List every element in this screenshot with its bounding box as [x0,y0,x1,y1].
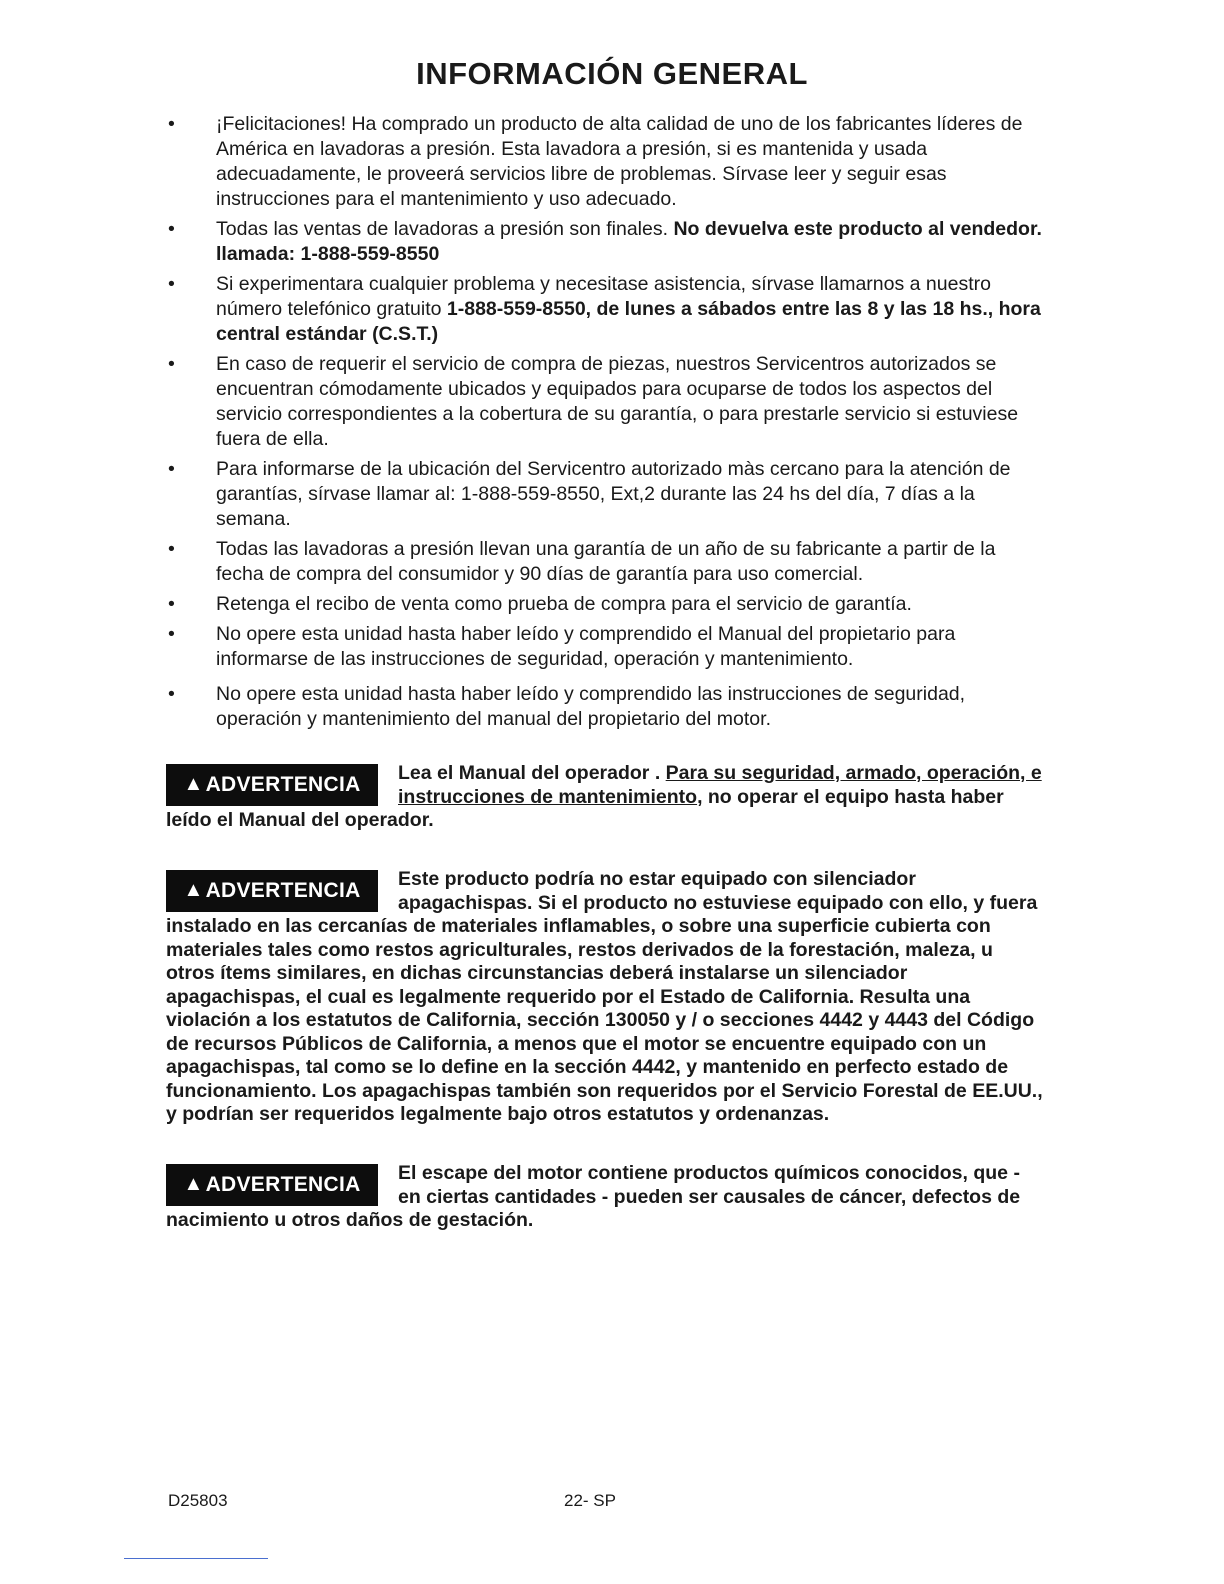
warning-badge [166,870,378,912]
list-item-text: Para informarse de la ubicación del Servicentro autorizado màs cercano para la atención de garantías, sírvase llamar al: 1-888-559-8550, Ext,2 durante las 24 hs del día, 7 días a la semana. [216,458,1011,530]
list-item-text: No opere esta unidad hasta haber leído y comprendido las instrucciones de seguridad, operación y mantenimiento del manual del propietario del motor. [216,683,966,730]
list-item-text: Retenga el recibo de venta como prueba de compra para el servicio de garantía. [216,593,912,615]
warning-text: El escape del motor contiene productos químicos conocidos, que - en ciertas cantidades - pueden ser causales de cáncer, defectos de nacimiento u otros daños de gestación. [166,1162,1021,1231]
warning-block-exhaust [166,1162,1046,1233]
page-title: INFORMACIÓN GENERAL [416,56,808,91]
list-item [168,217,1048,267]
list-item-text: Si experimentara cualquier problema y necesitase asistencia, sírvase llamarnos a nuestro número telefónico gratuito [216,273,991,320]
bullet-icon: • [168,623,175,645]
list-item [168,622,1048,672]
warning-badge-label: ADVERTENCIA [205,1173,361,1197]
list-item [168,272,1048,347]
list-item [168,682,1048,732]
warning-badge [166,1164,378,1206]
warning-triangle-icon: ▲ [183,879,204,902]
warning-block-manual [166,762,1046,833]
page-number: 22- SP [564,1491,616,1510]
bullet-icon: • [168,113,175,135]
list-item-text: Todas las ventas de lavadoras a presión son finales. [216,218,674,240]
bullet-icon: • [168,458,175,480]
bullet-icon: • [168,218,175,240]
bullet-icon: • [168,593,175,615]
warning-badge-label: ADVERTENCIA [205,773,361,797]
warning-text: , no operar el equipo hasta haber leído el Manual del operador. [166,785,1004,831]
list-item-text: Todas las lavadoras a presión llevan una garantía de un año de su fabricante a partir de la fecha de compra del consumidor y 90 días de garantía para uso comercial. [216,538,996,585]
list-item-text: En caso de requerir el servicio de compra de piezas, nuestros Servicentros autorizados se encuentran cómodamente ubicados y equipados para ocuparse de todos los aspectos del servicio correspondientes a la cobertura de su garantía, o para prestarle servicio si estuviese fuera de ella. [216,353,1019,450]
bullet-icon: • [168,273,175,295]
list-item-bold-text: No devuelva este producto al vendedor. llamada: 1-888-559-8550 [216,218,1042,265]
bullet-icon: • [168,683,175,705]
bullet-icon: • [168,353,175,375]
list-item [168,352,1048,452]
warning-block-spark-arrestor [166,868,1046,1127]
bullet-icon: • [168,538,175,560]
list-item-text: No opere esta unidad hasta haber leído y comprendido el Manual del propietario para informarse de las instrucciones de seguridad, operación y mantenimiento. [216,623,956,670]
list-item-bold-text: 1-888-559-8550, de lunes a sábados entre las 8 y las 18 hs., hora central estándar (C.S.T.) [216,298,1041,345]
warning-text: Este producto podría no estar equipado con silenciador apagachispas. Si el producto no estuviese equipado con ello, y fuera instalado en las cercanías de materiales inflamables, o sobre una superficie cubierta con materiales tales como restos agriculturales, restos derivados de la forestación, maleza, u otros ítems similares, en dichas circunstancias deberá instalarse un silenciador apagachispas, el cual es legalmente requerido por el Estado de California. Resulta una violación a los estatutos de California, sección 130050 y / o secciones 4442 y 4443 del Código de recursos Públicos de California, a menos que el motor se encuentre equipado con un apagachispas, tal como se lo define en la sección 4442, y mantenido en perfecto estado de funcionamiento. Los apagachispas también son requeridos por el Servicio Forestal de EE.UU., y podrían ser requeridos legalmente bajo otros estatutos y ordenanzas. [166,868,1043,1125]
warning-badge-label: ADVERTENCIA [205,879,361,903]
warning-underlined-text: Para su seguridad, armado, operación, e instrucciones de mantenimiento [398,762,1042,808]
list-item-text: ¡Felicitaciones! Ha comprado un producto de alta calidad de uno de los fabricantes líderes de América en lavadoras a presión. Esta lavadora a presión, si es mantenida y usada adecuadamente, le proveerá servicios libre de problemas. Sírvase leer y seguir esas instrucciones para el mantenimiento y uso adecuado. [216,113,1023,210]
bottom-divider [124,1558,268,1559]
warning-text: Lea el Manual del operador . [398,762,666,784]
warning-triangle-icon: ▲ [183,773,204,796]
general-info-list [168,112,1048,737]
warning-badge [166,764,378,806]
list-item [168,112,1048,212]
list-item [168,537,1048,587]
warning-triangle-icon: ▲ [183,1173,204,1196]
list-item [168,457,1048,532]
document-code: D25803 [168,1491,228,1510]
list-item [168,592,1048,617]
